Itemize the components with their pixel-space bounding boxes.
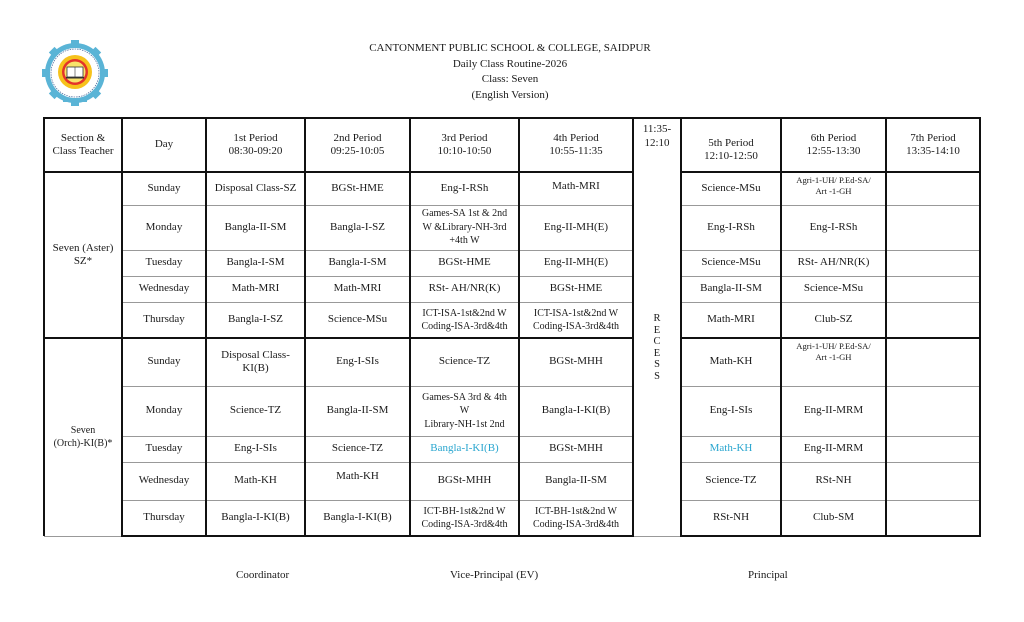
class-cell-p3 [410, 276, 519, 302]
class-cell-p2-text: Science-TZ [331, 442, 384, 455]
class-cell-p1-text: Bangla-I-SM [226, 256, 285, 269]
class-cell-p5 [681, 302, 781, 338]
class-cell-p3 [410, 500, 519, 536]
header-period-3 [410, 118, 519, 172]
class-cell-p5 [681, 205, 781, 250]
day-cell [122, 436, 206, 462]
table-rule [681, 436, 980, 437]
class-cell-p4-text: Eng-II-MH(E) [543, 256, 609, 269]
table-rule [681, 500, 980, 501]
school-crest-logo [42, 40, 108, 106]
class-cell-p6-text: Eng-I-RSh [809, 220, 858, 233]
class-cell-p6-text: Eng-II-MRM [803, 442, 864, 455]
version-label: (English Version) [471, 88, 549, 101]
school-name: CANTONMENT PUBLIC SCHOOL & COLLEGE, SAIDPUR [369, 42, 651, 54]
table-top-border [44, 117, 981, 119]
header-period-5 [681, 118, 781, 172]
header-period-7-text: 7th Period 13:35-14:10 [906, 131, 960, 157]
class-cell-p1 [206, 302, 305, 338]
class-cell-p1-text: Science-TZ [229, 404, 282, 417]
header-period-4 [519, 118, 633, 172]
class-cell-p6 [781, 172, 886, 205]
class-cell-p3-text: Bangla-I-KI(B) [430, 442, 499, 455]
header-period-4-text: 4th Period 10:55-11:35 [549, 131, 603, 157]
header-bottom-border [44, 171, 633, 173]
header-period-1 [206, 118, 305, 172]
class-cell-p5-text: RSt-NH [712, 511, 750, 524]
table-rule [681, 462, 980, 463]
class-cell-p5-text: Eng-I-RSh [707, 220, 755, 233]
day-cell-text: Tuesday [145, 256, 183, 269]
class-cell-p7 [886, 462, 980, 500]
class-cell-p2-text: Math-KH [336, 470, 379, 482]
class-cell-p1 [206, 250, 305, 276]
day-cell [122, 276, 206, 302]
class-cell-p6 [781, 205, 886, 250]
section-name [44, 172, 122, 338]
class-cell-p2 [305, 386, 410, 436]
class-cell-p5 [681, 436, 781, 462]
section-name-text: Seven (Orch)-KI(B)* [53, 424, 113, 449]
class-cell-p2-text: Bangla-II-SM [326, 404, 389, 417]
class-cell-p3-text: Games-SA 1st & 2nd W &Library-NH-3rd +4th W [421, 208, 508, 247]
table-column-rule [205, 117, 207, 537]
table-column-rule [885, 117, 887, 537]
section-divider [681, 337, 981, 339]
class-cell-p4 [519, 302, 633, 338]
class-cell-p3-text: BGSt-HME [438, 256, 491, 269]
class-cell-p6 [781, 500, 886, 536]
class-cell-p6-text: Club-SM [813, 511, 854, 524]
class-cell-p3 [410, 302, 519, 338]
vice-principal-signature: Vice-Principal (EV) [450, 569, 539, 581]
book-icon [66, 67, 84, 79]
class-cell-p1 [206, 436, 305, 462]
class-cell-p2 [305, 500, 410, 536]
header-period-2-text: 2nd Period 09:25-10:05 [330, 131, 385, 157]
class-cell-p1-text: Eng-I-SIs [234, 442, 277, 455]
class-cell-p7 [886, 338, 980, 386]
class-cell-p6 [781, 302, 886, 338]
class-cell-p5-text: Science-TZ [705, 474, 757, 487]
table-column-rule [409, 117, 411, 537]
class-cell-p2-text: BGSt-HME [331, 181, 384, 194]
class-cell-p1-text: Math-MRI [231, 282, 280, 295]
recess-label [633, 313, 681, 383]
class-cell-p2 [305, 205, 410, 250]
class-cell-p3-text: Eng-I-RSh [440, 181, 489, 194]
class-cell-p4-text: Bangla-I-KI(B) [541, 404, 611, 417]
class-cell-p3 [410, 436, 519, 462]
class-cell-p6-text: Science-MSu [803, 282, 864, 295]
class-cell-p2 [305, 250, 410, 276]
class-cell-p7 [886, 500, 980, 536]
day-cell-text: Thursday [143, 313, 185, 326]
class-cell-p1 [206, 205, 305, 250]
header-period-1-text: 1st Period 08:30-09:20 [228, 131, 283, 157]
class-cell-p4-text: Math-MRI [552, 180, 600, 192]
class-cell-p4 [519, 250, 633, 276]
class-cell-p3 [410, 338, 519, 386]
class-cell-p2-text: Eng-I-SIs [336, 355, 379, 368]
day-cell-text: Thursday [143, 511, 185, 524]
class-cell-p7 [886, 172, 980, 205]
class-cell-p1-text: Bangla-I-KI(B) [221, 511, 290, 524]
header-bottom-border [681, 171, 981, 173]
class-cell-p5 [681, 276, 781, 302]
day-cell [122, 250, 206, 276]
header-period-5-text: 5th Period 12:10-12:50 [704, 136, 758, 162]
class-cell-p3-text: Games-SA 3rd & 4th W Library-NH-1st 2nd [422, 391, 507, 430]
day-cell [122, 172, 206, 205]
table-rule [681, 386, 980, 387]
class-cell-p2-text: Bangla-I-KI(B) [323, 511, 392, 524]
class-label: Class: Seven [481, 73, 539, 85]
class-cell-p5 [681, 500, 781, 536]
day-cell [122, 462, 206, 500]
day-cell [122, 500, 206, 536]
header-period-2 [305, 118, 410, 172]
class-cell-p2-text: Bangla-I-SZ [330, 220, 385, 233]
class-cell-p5 [681, 172, 781, 205]
section-name-text: Seven (Aster) SZ* [52, 241, 114, 267]
class-cell-p7 [886, 205, 980, 250]
class-cell-p6-text: Agri-1-UH/ P.Ed-SA/ Art -1-GH [796, 175, 871, 196]
table-rule [122, 250, 633, 251]
table-rule [122, 462, 633, 463]
class-cell-p4 [519, 338, 633, 386]
class-cell-p1 [206, 172, 305, 205]
header-recess-time-text: 11:35- 12:10 [642, 123, 672, 149]
class-cell-p6-text: RSt- AH/NR(K) [797, 256, 870, 269]
class-cell-p2-text: Science-MSu [327, 313, 388, 326]
class-cell-p3 [410, 462, 519, 500]
recess-letter: C [653, 336, 661, 348]
class-cell-p1 [206, 276, 305, 302]
class-cell-p1-text: Disposal Class-SZ [214, 181, 297, 194]
class-cell-p5 [681, 462, 781, 500]
class-cell-p7 [886, 386, 980, 436]
class-cell-p4 [519, 205, 633, 250]
table-column-rule [121, 117, 123, 537]
class-cell-p3-text: ICT-ISA-1st&2nd W Coding-ISA-3rd&4th [421, 307, 508, 332]
class-cell-p3-text: Science-TZ [438, 355, 491, 368]
class-cell-p3 [410, 250, 519, 276]
class-cell-p3 [410, 205, 519, 250]
document-header [300, 41, 720, 103]
class-cell-p3-text: BGSt-MHH [437, 474, 492, 487]
class-cell-p1-text: Bangla-II-SM [224, 220, 287, 233]
class-cell-p5-text: Science-MSu [701, 256, 761, 269]
class-cell-p2-text: Math-MRI [333, 282, 382, 295]
class-cell-p7 [886, 436, 980, 462]
class-cell-p1-text: Bangla-I-SZ [228, 313, 283, 326]
day-cell-text: Monday [145, 220, 183, 233]
day-cell [122, 205, 206, 250]
table-column-rule [780, 117, 782, 537]
class-cell-p2 [305, 338, 410, 386]
day-cell-text: Monday [145, 404, 183, 417]
class-cell-p1-text: Math-KH [234, 474, 277, 487]
class-cell-p4 [519, 500, 633, 536]
table-rule [122, 302, 633, 303]
class-cell-p3-text: RSt- AH/NR(K) [428, 282, 501, 295]
class-cell-p5 [681, 338, 781, 386]
class-cell-p6 [781, 276, 886, 302]
class-cell-p7 [886, 302, 980, 338]
section-divider [44, 337, 633, 339]
class-cell-p7 [886, 250, 980, 276]
recess-letter: S [654, 370, 660, 382]
class-cell-p2 [305, 302, 410, 338]
class-cell-p2 [305, 172, 410, 205]
class-cell-p5-text: Math-KH [709, 355, 753, 368]
coordinator-signature: Coordinator [236, 569, 290, 581]
section-name [44, 338, 122, 536]
day-cell-text: Wednesday [138, 282, 190, 295]
table-column-rule [979, 117, 981, 537]
day-cell [122, 338, 206, 386]
class-cell-p4-text: BGSt-MHH [549, 442, 603, 455]
table-column-rule [304, 117, 306, 537]
class-cell-p5 [681, 386, 781, 436]
class-cell-p6 [781, 462, 886, 500]
header-period-7 [886, 118, 980, 172]
class-cell-p4 [519, 276, 633, 302]
header-section-teacher [44, 118, 122, 172]
table-rule [122, 205, 633, 206]
recess-letter: R [653, 313, 661, 324]
class-cell-p4-text: ICT-ISA-1st&2nd W Coding-ISA-3rd&4th [532, 307, 620, 332]
recess-letter: E [653, 347, 661, 359]
day-cell-text: Sunday [147, 355, 181, 368]
table-rule [122, 386, 633, 387]
header-period-6-text: 6th Period 12:55-13:30 [806, 131, 861, 157]
class-cell-p2 [305, 436, 410, 462]
table-rule [681, 250, 980, 251]
header-section-teacher-text: Section & Class Teacher [52, 131, 114, 157]
class-cell-p7 [886, 276, 980, 302]
class-cell-p6 [781, 338, 886, 386]
table-rule [122, 436, 633, 437]
table-rule [122, 500, 633, 501]
header-day [122, 118, 206, 172]
day-cell-text: Tuesday [145, 442, 183, 455]
class-cell-p6 [781, 436, 886, 462]
class-cell-p2 [305, 276, 410, 302]
class-cell-p4-text: Eng-II-MH(E) [543, 220, 609, 233]
header-day-text: Day [154, 138, 174, 151]
class-cell-p3 [410, 172, 519, 205]
table-rule [681, 276, 980, 277]
class-cell-p5-text: Science-MSu [701, 181, 761, 194]
class-cell-p4-text: BGSt-HME [549, 282, 603, 295]
table-rule [681, 205, 980, 206]
class-cell-p5 [681, 250, 781, 276]
table-rule [681, 302, 980, 303]
class-cell-p1 [206, 500, 305, 536]
class-cell-p5-text: Eng-I-SIs [709, 404, 753, 417]
class-cell-p1 [206, 338, 305, 386]
class-cell-p6-text: Agri-1-UH/ P.Ed-SA/ Art -1-GH [796, 341, 871, 362]
header-recess-time [633, 118, 681, 172]
routine-title: Daily Class Routine-2026 [452, 57, 568, 70]
class-cell-p4 [519, 436, 633, 462]
table-column-rule [43, 117, 45, 536]
day-cell-text: Sunday [147, 181, 181, 194]
class-cell-p6 [781, 386, 886, 436]
class-cell-p6-text: RSt-NH [815, 474, 852, 487]
class-cell-p4 [519, 386, 633, 436]
table-column-rule [518, 117, 520, 537]
class-cell-p5-text: Bangla-II-SM [700, 282, 762, 295]
recess-letter: S [654, 359, 660, 371]
class-cell-p6-text: Club-SZ [814, 313, 853, 326]
principal-signature: Principal [748, 569, 788, 581]
class-cell-p4 [519, 172, 633, 205]
class-cell-p4 [519, 462, 633, 500]
day-cell-text: Wednesday [138, 474, 190, 487]
class-cell-p2-text: Bangla-I-SM [328, 256, 387, 269]
class-cell-p3 [410, 386, 519, 436]
class-cell-p5-text: Math-MRI [707, 313, 755, 326]
day-cell [122, 302, 206, 338]
table-bottom-thin [44, 536, 122, 537]
header-period-3-text: 3rd Period 10:10-10:50 [437, 131, 492, 157]
class-cell-p2 [305, 462, 410, 500]
class-cell-p3-text: ICT-BH-1st&2nd W Coding-ISA-3rd&4th [421, 505, 508, 530]
class-cell-p5-text: Math-KH [709, 442, 753, 455]
class-cell-p6-text: Eng-II-MRM [803, 404, 864, 417]
table-bottom-thin [633, 536, 681, 537]
table-bottom-border [122, 535, 634, 537]
class-cell-p6 [781, 250, 886, 276]
class-cell-p1 [206, 386, 305, 436]
table-rule [122, 276, 633, 277]
header-period-6 [781, 118, 886, 172]
class-cell-p4-text: ICT-BH-1st&2nd W Coding-ISA-3rd&4th [532, 505, 620, 530]
recess-letter: E [653, 324, 661, 336]
class-cell-p1-text: Disposal Class- KI(B) [221, 348, 290, 374]
class-cell-p4-text: BGSt-MHH [549, 355, 603, 368]
table-bottom-border [681, 535, 981, 537]
class-cell-p1 [206, 462, 305, 500]
day-cell [122, 386, 206, 436]
class-cell-p4-text: Bangla-II-SM [545, 474, 607, 487]
